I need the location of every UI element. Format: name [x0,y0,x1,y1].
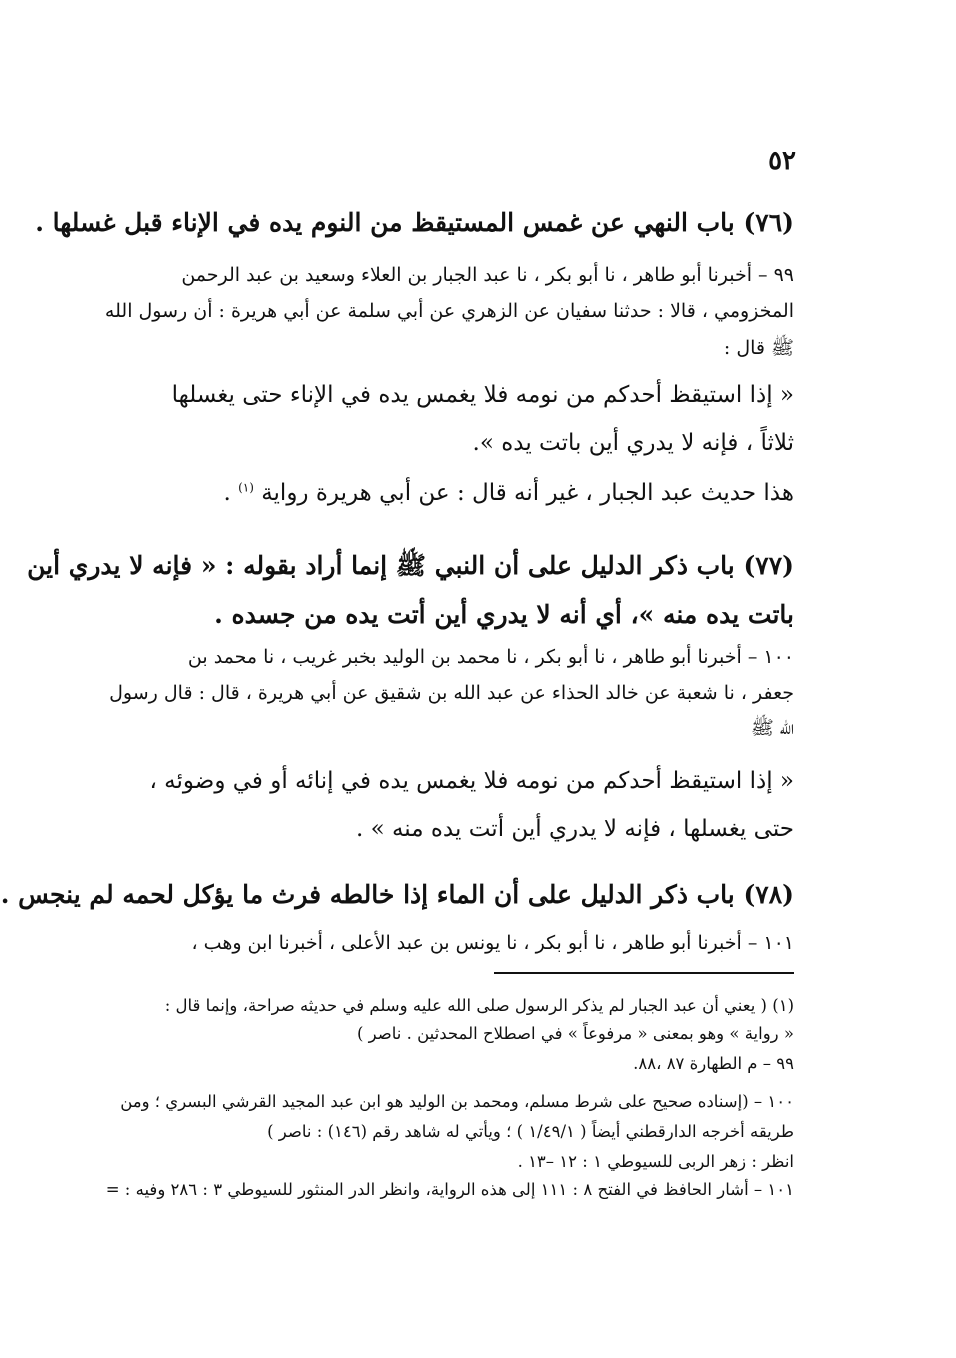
footnote-100-line-3: انظر : زهر الربى للسيوطي ١ : ١٢ –١٣ . [517,1152,794,1171]
hadith-100-quote-1: « إذا استيقظ أحدكم من نومه فلا يغمس يده في إنائه أو في وضوئه ، [149,768,794,794]
chapter-heading-78: (٧٨) باب ذكر الدليل على أن الماء إذا خالطه فرث ما يؤكل لحمه لم ينجس . [0,880,794,909]
footnote-1-line-1: (١) ( يعني أن عبد الجبار لم يذكر الرسول صلى الله عليه وسلم في حديثه صراحة، وإنما قال : [164,996,794,1015]
footnote-100-line-2: طريقه أخرجه الدارقطني أيضاً ( ١/٤٩/١ ) ؛ ويأتي له شاهد رقم (١٤٦) : ناصر ) [267,1122,794,1141]
hadith-99-line-2: المخزومي ، قالا : حدثنا سفيان عن الزهري عن أبي سلمة عن أبي هريرة : أن رسول الله [104,300,794,322]
hadith-100-line-2: جعفر ، نا شعبة عن خالد الحذاء عن عبد الله بن شقيق عن أبي هريرة ، قال : قال رسول [109,682,794,704]
note-end: . [223,480,231,506]
hadith-99-quote-2: ثلاثاً ، فإنه لا يدري أين باتت يده ». [472,430,794,456]
hadith-99-line-3: ﷺ قال : [723,337,794,359]
footnote-99: ٩٩ – م الطهارة ٨٧ ،٨٨. [633,1054,794,1073]
note-text: هذا حديث عبد الجبار ، غير أنه قال : عن أبي هريرة رواية [261,480,794,506]
footnote-101: ١٠١ – أشار الحافظ في الفتح ٨ : ١١١ إلى هذه الرواية، وانظر الدر المنثور للسيوطي ٣ : ٢٨٦ وفيه : = [105,1180,794,1199]
chapter-heading-76: (٧٦) باب النهي عن غمس المستيقظ من النوم يده في الإناء قبل غسلها . [35,208,794,237]
hadith-100-line-3: الله ﷺ [750,717,794,739]
chapter-heading-77-line-1: (٧٧) باب ذكر الدليل على أن النبي ﷺ إنما أراد بقوله : « فإنه لا يدري أين [27,551,794,580]
hadith-99-note [130,480,794,506]
hadith-100-quote-2: حتى يغسلها ، فإنه لا يدري أين أتت يده منه » . [355,816,794,842]
page-number: ٥٢ [768,146,796,176]
hadith-99-quote-1: « إذا استيقظ أحدكم من نومه فلا يغمس يده في الإناء حتى يغسلها [171,382,794,408]
hadith-100-line-1: ١٠٠ – أخبرنا أبو طاهر ، نا أبو بكر ، نا محمد بن الوليد بخبر غريب ، نا محمد بن [187,646,794,668]
footnote-1-line-2: « رواية » وهو بمعنى « مرفوعاً » في اصطلاح المحدثين . ناصر ) [356,1024,794,1043]
chapter-heading-77-line-2: باتت يده منه »، أي أنه لا يدري أين أتت يده من جسده . [214,600,794,629]
footnote-100-line-1: ١٠٠ – (إسناده صحيح على شرط مسلم، ومحمد بن الوليد هو ابن عبد المجيد القرشي البسري ؛ ومن [120,1092,794,1111]
footnote-ref-1: (١) [238,480,254,495]
hadith-99-line-1: ٩٩ – أخبرنا أبو طاهر ، نا أبو بكر ، نا عبد الجبار بن العلاء وسعيد بن عبد الرحمن [181,264,794,286]
hadith-101-line-1: ١٠١ – أخبرنا أبو طاهر ، نا أبو بكر ، نا يونس بن عبد الأعلى ، أخبرنا ابن وهب ، [191,932,794,954]
footnote-separator [494,972,794,974]
